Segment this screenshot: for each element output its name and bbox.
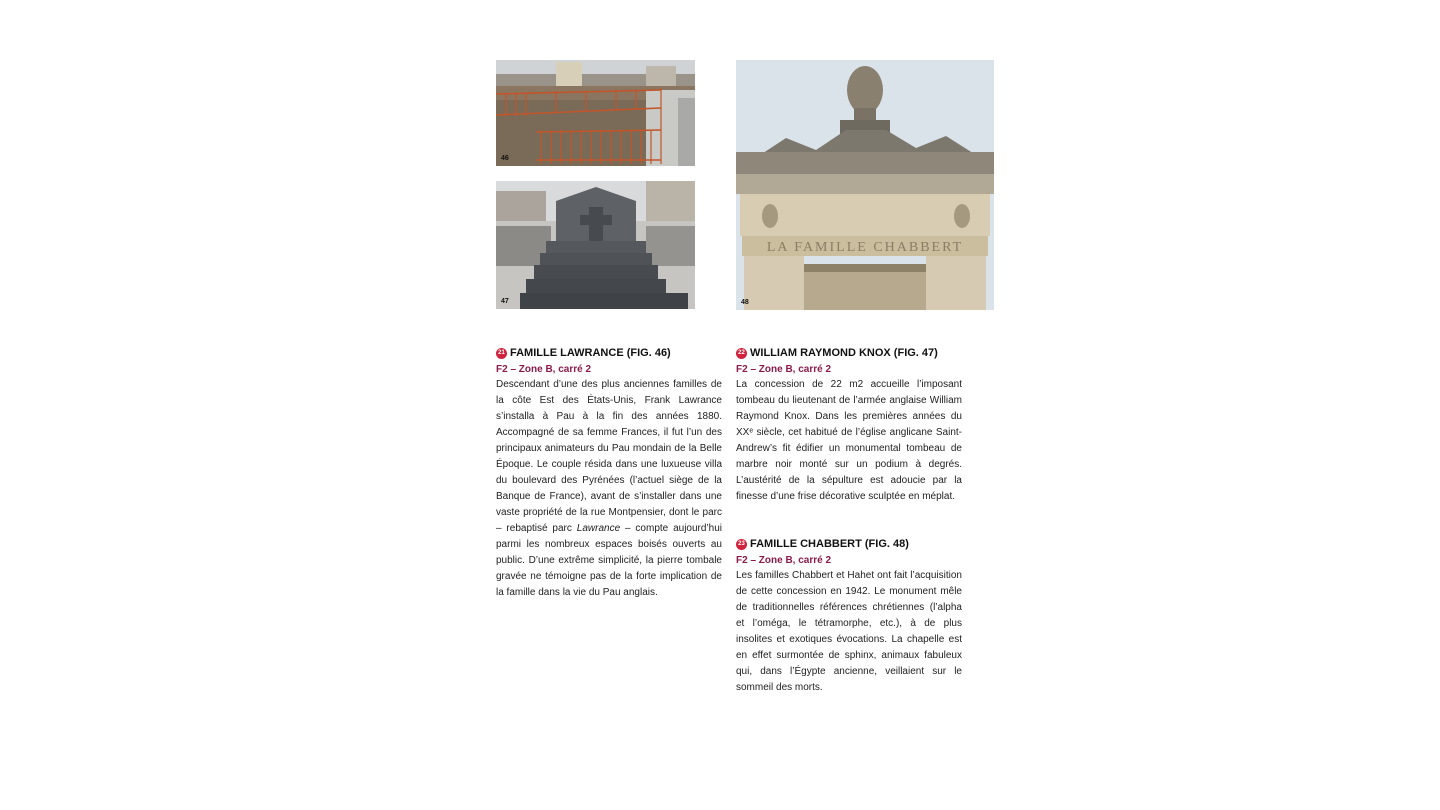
chapel-inscription: LA FAMILLE CHABBERT bbox=[766, 240, 964, 255]
entry-chabbert bbox=[736, 538, 962, 696]
entry-location: F2 – Zone B, carré 2 bbox=[736, 555, 832, 566]
entry-location: F2 – Zone B, carré 2 bbox=[736, 364, 832, 375]
figure-number: 46 bbox=[501, 155, 509, 162]
entry-title bbox=[736, 538, 962, 551]
photo-fig-46 bbox=[496, 60, 695, 166]
entry-number-badge: 23 bbox=[736, 539, 747, 550]
photo-fig-48 bbox=[736, 60, 994, 310]
entry-knox bbox=[736, 347, 962, 505]
entry-title-text: FAMILLE LAWRANCE (FIG. 46) bbox=[510, 347, 671, 359]
entry-number-badge: 22 bbox=[736, 348, 747, 359]
photo-fig-47 bbox=[496, 181, 695, 309]
entry-text: Les familles Chabbert et Hahet ont fait l’acquisition de cette concession en 1942. Le monument mêle de traditionnelles références chrétiennes (l’alpha et l’oméga, le tétramorphe, etc.), à de plus insolites et exotiques évocations. La chapelle est en effet surmontée de sphinx, animaux fabuleux qui, dans l’Égypte ancienne, veillaient sur le sommeil des morts. bbox=[736, 570, 962, 693]
entry-text: Descendant d’une des plus anciennes familles de la côte Est des États-Unis, Frank Lawrance s’installa à Pau à la fin des années 1880. Accompagné de sa femme Frances, il fut l’un des principaux animateurs du Pau mondain de la Belle Époque. Le couple résida dans une luxueuse villa du boulevard des Pyrénées (l’actuel siège de la Banque de France), avant de s’installer dans une vaste propriété de la rue Montpensier, dont le parc – rebaptisé parc Lawrance – compte aujourd’hui parmi les nombreux espaces boisés ouverts au public. D’une extrême simplicité, la pierre tombale gravée ne témoigne pas de la forte implication de la famille dans la vie du Pau anglais. bbox=[496, 379, 723, 598]
entry-title bbox=[496, 347, 722, 360]
italic-park-name: Lawrance bbox=[576, 523, 621, 534]
entry-title bbox=[736, 347, 962, 360]
entry-text: La concession de 22 m2 accueille l’imposant tombeau du lieutenant de l’armée anglaise William Raymond Knox. Dans les premières années du XXᵉ siècle, cet habitué de l’église anglicane Saint-Andrew’s fit édifier un monumental tombeau de marbre noir monté sur un podium à degrés. L’austérité de la sépulture est adoucie par la finesse d’une frise décorative sculptée en méplat. bbox=[736, 379, 962, 502]
entry-location: F2 – Zone B, carré 2 bbox=[496, 364, 592, 375]
entry-title-text: WILLIAM RAYMOND KNOX (FIG. 47) bbox=[750, 347, 938, 359]
figure-number: 48 bbox=[741, 299, 749, 306]
entry-title-text: FAMILLE CHABBERT (FIG. 48) bbox=[750, 538, 909, 550]
figure-number: 47 bbox=[501, 298, 509, 305]
entry-number-badge: 21 bbox=[496, 348, 507, 359]
entry-lawrance bbox=[496, 347, 722, 601]
